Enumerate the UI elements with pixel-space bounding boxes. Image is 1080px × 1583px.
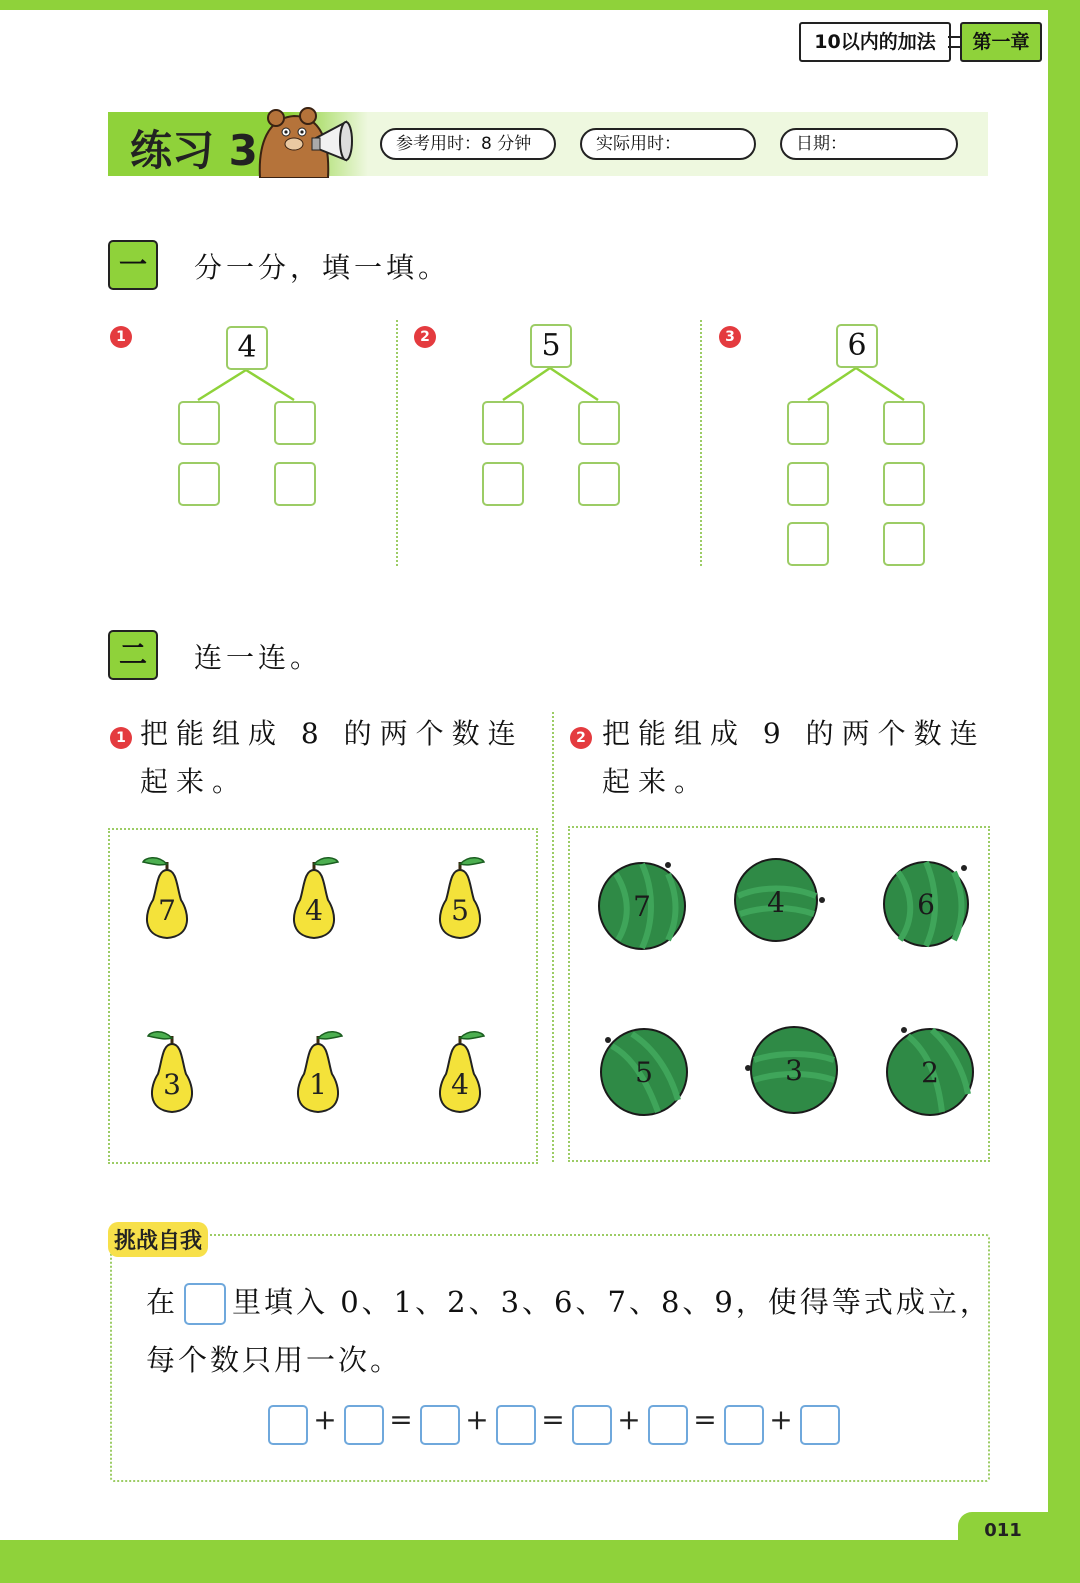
chapter-name-tag: 第一章 <box>960 22 1042 62</box>
date-field[interactable]: 日期： <box>780 128 958 160</box>
equals-sign: = <box>389 1403 413 1436</box>
melon-number: 7 <box>633 890 651 923</box>
answer-box[interactable] <box>274 462 316 506</box>
equation-box[interactable] <box>420 1405 460 1445</box>
section-1-number: 一 <box>108 240 158 290</box>
split-number-box: 5 <box>530 324 572 368</box>
answer-box[interactable] <box>482 401 524 445</box>
answer-box[interactable] <box>178 401 220 445</box>
pear-card[interactable] <box>430 1026 490 1116</box>
pear-number: 1 <box>309 1068 327 1101</box>
q1-instruction <box>140 710 540 806</box>
plus-sign: + <box>465 1403 489 1436</box>
q2-line-1: 把能组成 9 的两个数连 <box>602 717 986 750</box>
melon-number: 6 <box>917 888 935 921</box>
answer-box[interactable] <box>883 522 925 566</box>
chapter-topic-tag: 10以内的加法 <box>799 22 951 62</box>
equation-box[interactable] <box>724 1405 764 1445</box>
actual-time-field[interactable]: 实际用时： <box>580 128 756 160</box>
challenge-line-2: 每个数只用一次。 <box>146 1343 403 1377</box>
challenge-tag: 挑战自我 <box>108 1222 208 1257</box>
answer-box[interactable] <box>787 462 829 506</box>
watermelon-card[interactable] <box>596 856 692 952</box>
watermelon-card[interactable] <box>880 856 976 952</box>
split-lines <box>0 0 1080 600</box>
q2-line-2: 起来。 <box>602 765 711 798</box>
equation-box[interactable] <box>496 1405 536 1445</box>
pear-card[interactable] <box>142 1026 202 1116</box>
answer-box[interactable] <box>787 401 829 445</box>
exercise-title: 练习 3 <box>130 126 258 175</box>
challenge-text-after: 里填入 0、1、2、3、6、7、8、9，使得等式成立， <box>232 1285 992 1319</box>
pear-card[interactable] <box>430 852 490 942</box>
split-number-box: 6 <box>836 324 878 368</box>
challenge-text-before: 在 <box>146 1285 179 1319</box>
divider <box>552 712 554 1162</box>
pear-number: 3 <box>163 1068 181 1101</box>
section-2-number: 二 <box>108 630 158 680</box>
q1-line-2: 起来。 <box>140 765 249 798</box>
answer-box[interactable] <box>883 462 925 506</box>
plus-sign: + <box>617 1403 641 1436</box>
pear-card[interactable] <box>288 1026 348 1116</box>
answer-box[interactable] <box>578 401 620 445</box>
equation-box[interactable] <box>648 1405 688 1445</box>
equation-box[interactable] <box>800 1405 840 1445</box>
pear-number: 5 <box>451 894 469 927</box>
example-box <box>184 1283 226 1325</box>
q2-badge: 2 <box>570 727 592 749</box>
page-number: 011 <box>958 1512 1048 1552</box>
pear-number: 4 <box>451 1068 469 1101</box>
watermelon-card[interactable] <box>730 856 830 952</box>
melon-number: 4 <box>767 886 785 919</box>
equals-sign: = <box>541 1403 565 1436</box>
reference-time-field: 参考用时：8 分钟 <box>380 128 556 160</box>
melon-number: 2 <box>921 1056 939 1089</box>
pear-card[interactable] <box>137 852 197 942</box>
pear-card[interactable] <box>284 852 344 942</box>
equation-box[interactable] <box>572 1405 612 1445</box>
melon-number: 3 <box>785 1054 803 1087</box>
challenge-instruction <box>146 1280 992 1325</box>
answer-box[interactable] <box>787 522 829 566</box>
pear-number: 4 <box>305 894 323 927</box>
watermelon-card[interactable] <box>598 1024 694 1120</box>
equation-box[interactable] <box>344 1405 384 1445</box>
answer-box[interactable] <box>274 401 316 445</box>
equation-box[interactable] <box>268 1405 308 1445</box>
q1-badge: 1 <box>110 727 132 749</box>
section-2-title: 连一连。 <box>194 641 323 674</box>
q2-instruction <box>602 710 1002 806</box>
plus-sign: + <box>313 1403 337 1436</box>
watermelon-card[interactable] <box>882 1022 978 1118</box>
melon-number: 5 <box>635 1056 653 1089</box>
answer-box[interactable] <box>482 462 524 506</box>
q1-line-1: 把能组成 8 的两个数连 <box>140 717 524 750</box>
answer-box[interactable] <box>578 462 620 506</box>
item-3-badge: 3 <box>719 326 741 348</box>
section-1-title: 分一分，填一填。 <box>194 251 451 284</box>
answer-box[interactable] <box>178 462 220 506</box>
pear-number: 7 <box>158 894 176 927</box>
item-2-badge: 2 <box>414 326 436 348</box>
split-number-box: 4 <box>226 326 268 370</box>
answer-box[interactable] <box>883 401 925 445</box>
watermelon-card[interactable] <box>740 1020 840 1120</box>
equals-sign: = <box>693 1403 717 1436</box>
plus-sign: + <box>769 1403 793 1436</box>
item-1-badge: 1 <box>110 326 132 348</box>
